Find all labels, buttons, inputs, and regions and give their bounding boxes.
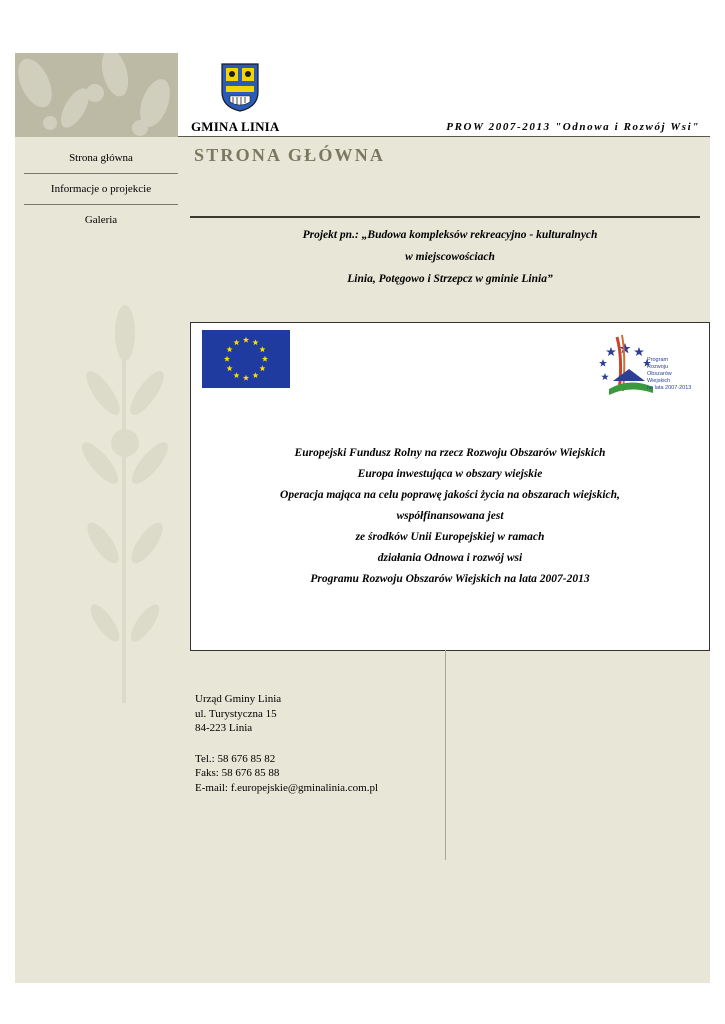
contact-phone: Tel.: 58 676 85 82 xyxy=(195,752,276,765)
funding-statement xyxy=(191,443,709,590)
floral-ornament-icon xyxy=(75,303,175,723)
program-tagline: PROW 2007-2013 "Odnowa i Rozwój Wsi" xyxy=(446,121,700,133)
floral-ornament-icon xyxy=(15,53,178,137)
funding-line: ze środków Unii Europejskiej w ramach xyxy=(355,531,545,543)
prow-logo-line: Wiejskich xyxy=(647,378,671,384)
prow-logo-line: Obszarów xyxy=(647,371,672,377)
org-name: GMINA LINIA xyxy=(191,119,280,134)
nav-item-galeria[interactable]: Galeria xyxy=(84,214,118,226)
funding-info-box xyxy=(190,322,710,651)
title-divider xyxy=(190,216,700,218)
contact-info xyxy=(195,692,378,795)
project-title-line: Projekt pn.: „Budowa kompleksów rekreacyjno - kulturalnych xyxy=(302,229,598,241)
page-title: STRONA GŁÓWNA xyxy=(194,145,386,165)
eu-flag-icon xyxy=(202,330,290,388)
nav-item-strona-glowna[interactable]: Strona główna xyxy=(24,143,178,174)
funding-line: współfinansowana jest xyxy=(396,510,504,522)
sidebar-banner xyxy=(15,53,178,137)
funding-line: Europejski Fundusz Rolny na rzecz Rozwoju Obszarów Wiejskich xyxy=(294,447,606,459)
funding-line: Europa inwestująca w obszary wiejskie xyxy=(357,468,543,480)
sidebar xyxy=(15,53,178,983)
column-divider xyxy=(445,650,446,860)
prow-logo-line: na lata 2007-2013 xyxy=(647,385,692,391)
prow-logo-line: Rozwoju xyxy=(647,364,669,370)
funding-line: Programu Rozwoju Obszarów Wiejskich na lata 2007-2013 xyxy=(310,573,590,585)
funding-line: działania Odnowa i rozwój wsi xyxy=(377,552,523,564)
prow-logo xyxy=(595,329,701,399)
prow-logo-line: Program xyxy=(647,357,669,363)
coat-of-arms-logo xyxy=(220,62,260,112)
contact-email[interactable]: E-mail: f.europejskie@gminalinia.com.pl xyxy=(195,781,379,794)
sidebar-nav xyxy=(24,143,178,235)
prow-logo-text xyxy=(647,357,691,392)
contact-office: Urząd Gminy Linia xyxy=(195,693,282,705)
project-title-line: w miejscowościach xyxy=(405,251,495,263)
nav-item-informacje-o-projekcie[interactable]: Informacje o projekcie xyxy=(24,174,178,205)
project-title xyxy=(190,224,710,290)
funding-line: Operacja mająca na celu poprawę jakości życia na obszarach wiejskich, xyxy=(280,489,620,501)
contact-fax: Faks: 58 676 85 88 xyxy=(195,767,280,779)
prow-emblem-icon xyxy=(595,329,655,399)
contact-street: ul. Turystyczna 15 xyxy=(195,707,277,720)
project-title-line: Linia, Potęgowo i Strzepcz w gminie Linia” xyxy=(347,273,553,285)
contact-city: 84-223 Linia xyxy=(195,722,253,734)
